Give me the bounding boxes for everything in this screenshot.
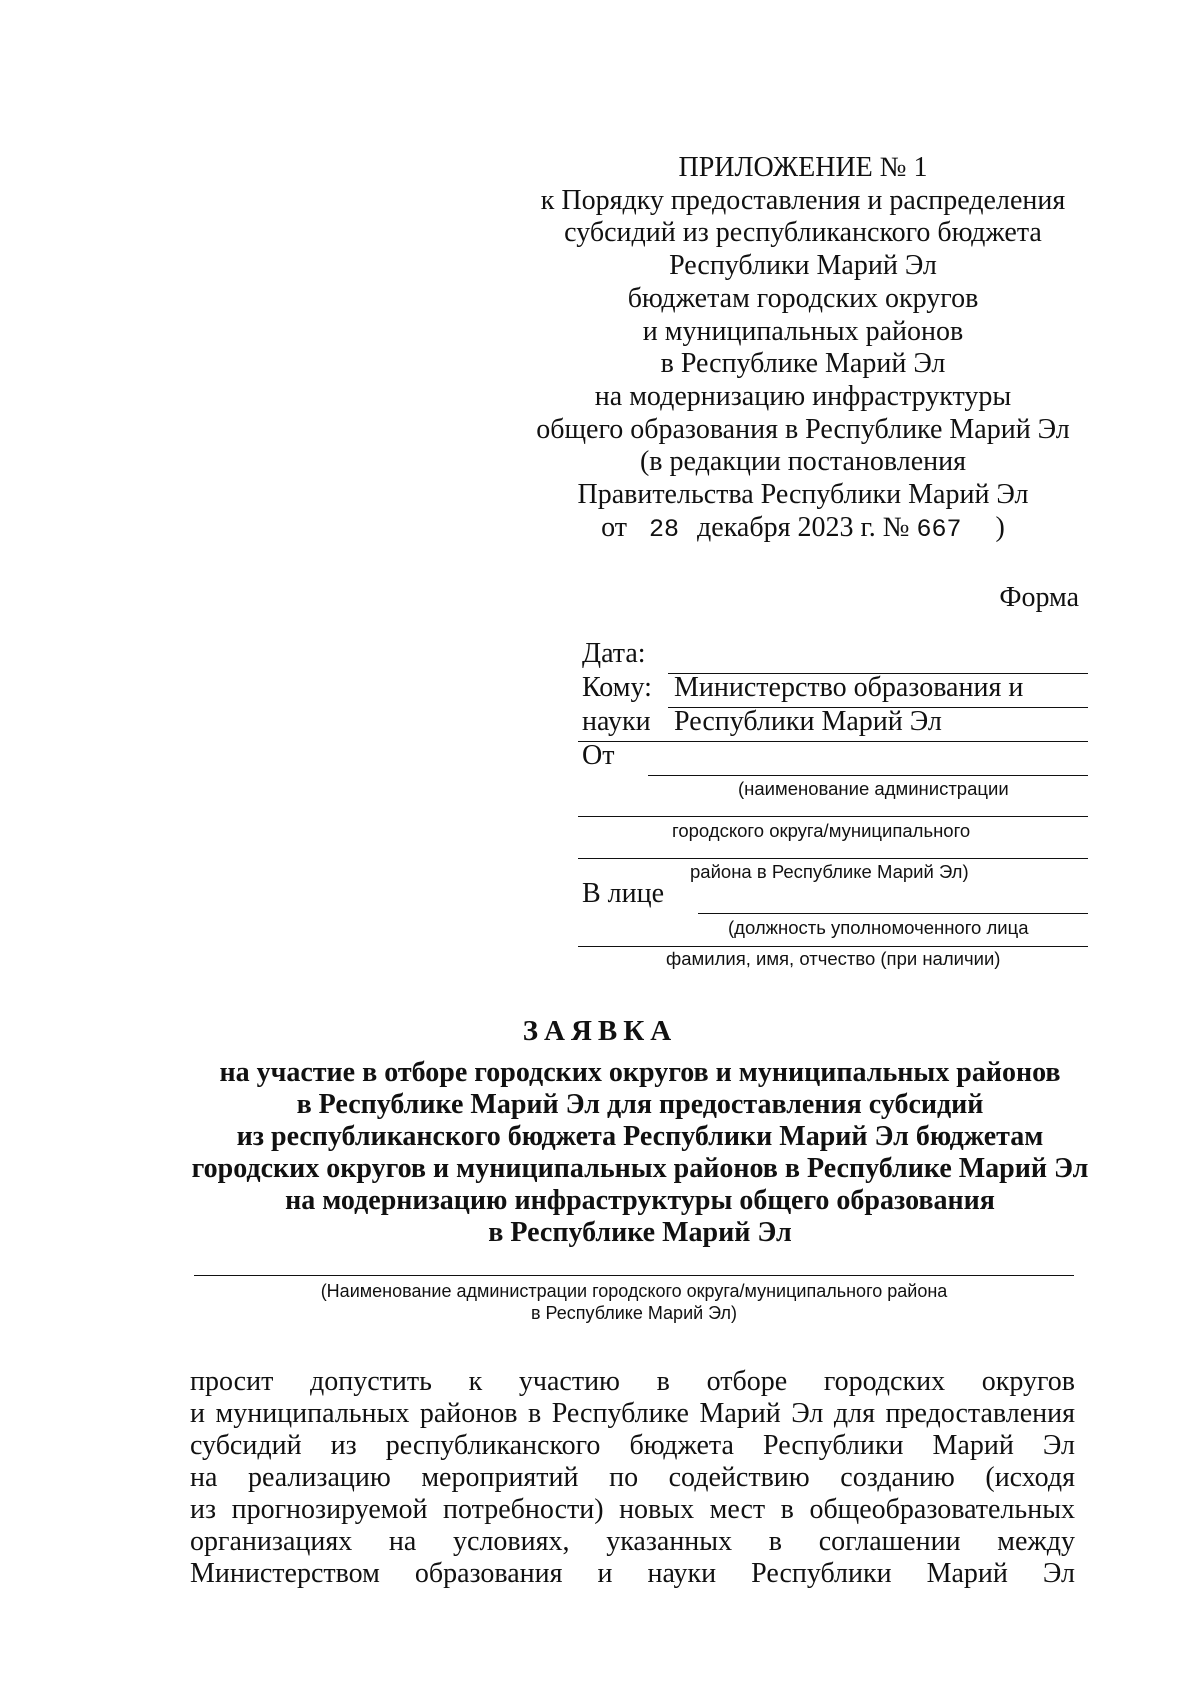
doc-number: 667 (916, 514, 962, 544)
appendix-line: к Порядку предоставления и распределения (540, 184, 1066, 216)
request-title: ЗАЯВКА (522, 1015, 678, 1047)
date-label: Дата: (582, 638, 646, 669)
to-label-2: науки (582, 706, 651, 737)
appendix-line: на модернизацию инфраструктуры (594, 380, 1012, 412)
person-label: В лице (582, 878, 665, 909)
body-line: субсидий из республиканского бюджета Республики Марий Эл (190, 1430, 1075, 1461)
date-day: 28 (649, 514, 680, 544)
subtitle-line: из республиканского бюджета Республики Марий Эл бюджетам (236, 1121, 1044, 1152)
from-field-line-3 (578, 858, 1088, 859)
body-line: и муниципальных районов в Республике Марий Эл для предоставления (190, 1398, 1075, 1429)
appendix-line: в Республике Марий Эл (660, 348, 946, 380)
appendix-line: (в редакции постановления (639, 446, 967, 478)
appendix-line: Республики Марий Эл (669, 250, 937, 282)
body-line: на реализацию мероприятий по содействию созданию (исходя (190, 1462, 1075, 1493)
note-district: городского округа/муниципального (672, 820, 971, 841)
subtitle-line: городских округов и муниципальных районов в Республике Марий Эл (191, 1153, 1089, 1184)
to-value-1: Министерство образования и (674, 672, 1024, 703)
appendix-header (470, 152, 1136, 546)
to-value-2: Республики Марий Эл (674, 706, 942, 737)
date-month-year: декабря 2023 г. № (697, 511, 910, 543)
note-region: района в Республике Марий Эл) (690, 861, 969, 882)
date-prefix: от (601, 511, 628, 543)
from-row (578, 742, 1088, 776)
date-close: ) (995, 511, 1005, 543)
subtitle-line: в Республике Марий Эл (488, 1217, 792, 1248)
appendix-title: ПРИЛОЖЕНИЕ № 1 (678, 152, 928, 183)
to-label: Кому: (582, 672, 652, 703)
admin-note-line: в Республике Марий Эл) (530, 1303, 738, 1323)
admin-name-field-line (194, 1275, 1074, 1276)
request-subtitle (180, 1057, 1100, 1249)
from-field-line-2 (578, 816, 1088, 817)
appendix-line: субсидий из республиканского бюджета (564, 217, 1042, 249)
subtitle-line: на участие в отборе городских округов и муниципальных районов (219, 1057, 1061, 1088)
from-field-line (648, 775, 1088, 776)
person-row (578, 880, 1088, 914)
appendix-line: общего образования в Республике Марий Эл (536, 413, 1070, 445)
note-full-name: фамилия, имя, отчество (при наличии) (666, 948, 1001, 969)
body-line: просит допустить к участию в отборе городских округов (190, 1366, 1075, 1397)
note-admin-name: (наименование администрации (738, 778, 1009, 799)
body-paragraph (190, 1366, 1075, 1590)
appendix-line: Правительства Республики Марий Эл (577, 479, 1029, 511)
appendix-line: бюджетам городских округов (627, 282, 979, 314)
form-label: Форма (999, 582, 1079, 613)
to-row-2 (578, 708, 1088, 742)
subtitle-line: на модернизацию инфраструктуры общего образования (285, 1185, 995, 1216)
subtitle-line: в Республике Марий Эл для предоставления субсидий (296, 1089, 984, 1120)
body-line: Министерством образования и науки Республики Марий Эл (190, 1558, 1075, 1589)
person-field-line (698, 913, 1088, 914)
from-label: От (582, 740, 615, 771)
admin-note-line: (Наименование администрации городского округа/муниципального района (320, 1281, 948, 1301)
to-row (578, 674, 1088, 708)
appendix-date-line (470, 512, 1136, 547)
appendix-line: и муниципальных районов (642, 315, 964, 347)
body-line: организациях на условиях, указанных в соглашении между (190, 1526, 1075, 1557)
date-row (578, 640, 1088, 674)
body-line: из прогнозируемой потребности) новых мест в общеобразовательных (190, 1494, 1075, 1525)
note-position: (должность уполномоченного лица (728, 917, 1029, 938)
admin-name-note (194, 1280, 1074, 1324)
